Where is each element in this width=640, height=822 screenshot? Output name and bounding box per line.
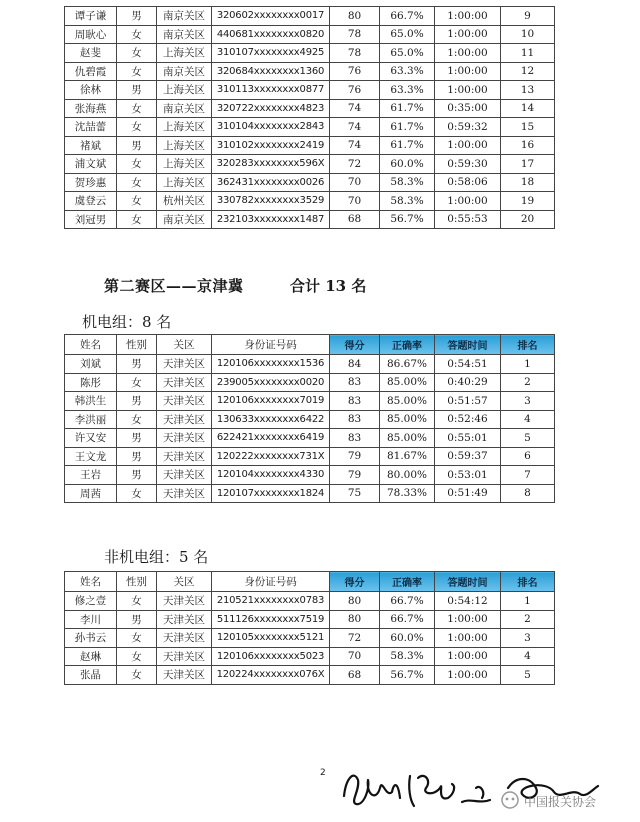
table-row: [65, 210, 555, 229]
cell-id: 120106xxxxxxxx1536: [212, 355, 330, 374]
cell-accuracy: 56.7%: [380, 210, 435, 229]
cell-time: 1:00:00: [435, 44, 501, 63]
cell-accuracy: 81.67%: [380, 447, 435, 466]
table-row: [65, 392, 555, 411]
cell-district: 天津关区: [157, 447, 212, 466]
cell-gender: 男: [117, 355, 157, 374]
header-accuracy: 正确率: [380, 572, 435, 592]
cell-time: 0:35:00: [435, 99, 501, 118]
cell-rank: 17: [501, 155, 555, 174]
cell-id: 210521xxxxxxxx0783: [212, 592, 330, 611]
cell-score: 80: [330, 7, 380, 26]
cell-accuracy: 61.7%: [380, 118, 435, 137]
cell-id: 310113xxxxxxxx0877: [212, 81, 330, 100]
cell-time: 0:59:30: [435, 155, 501, 174]
cell-time: 1:00:00: [435, 192, 501, 211]
cell-district: 上海关区: [157, 136, 212, 155]
cell-accuracy: 80.00%: [380, 466, 435, 485]
cell-time: 1:00:00: [435, 610, 501, 629]
table-row: [65, 155, 555, 174]
table-row: [65, 610, 555, 629]
cell-name: 周耿心: [65, 25, 117, 44]
header-time: 答题时间: [435, 572, 501, 592]
cell-accuracy: 66.7%: [380, 610, 435, 629]
cell-id: 320722xxxxxxxx4823: [212, 99, 330, 118]
cell-district: 天津关区: [157, 355, 212, 374]
cell-id: 362431xxxxxxxx0026: [212, 173, 330, 192]
cell-rank: 5: [501, 666, 555, 685]
cell-accuracy: 66.7%: [380, 7, 435, 26]
cell-rank: 1: [501, 355, 555, 374]
cell-district: 南京关区: [157, 99, 212, 118]
header-name: 姓名: [65, 335, 117, 355]
header-score: 得分: [330, 335, 380, 355]
cell-score: 74: [330, 136, 380, 155]
table-row: [65, 373, 555, 392]
table-header-row: [65, 335, 555, 355]
cell-district: 上海关区: [157, 155, 212, 174]
cell-gender: 男: [117, 429, 157, 448]
cell-gender: 男: [117, 7, 157, 26]
cell-time: 0:58:06: [435, 173, 501, 192]
cell-id: 440681xxxxxxxx0820: [212, 25, 330, 44]
cell-accuracy: 63.3%: [380, 81, 435, 100]
cell-score: 83: [330, 373, 380, 392]
cell-district: 天津关区: [157, 484, 212, 503]
cell-id: 622421xxxxxxxx6419: [212, 429, 330, 448]
cell-rank: 1: [501, 592, 555, 611]
cell-rank: 2: [501, 373, 555, 392]
cell-gender: 女: [117, 155, 157, 174]
cell-accuracy: 61.7%: [380, 99, 435, 118]
cell-score: 76: [330, 62, 380, 81]
cell-rank: 9: [501, 7, 555, 26]
cell-accuracy: 85.00%: [380, 392, 435, 411]
cell-accuracy: 85.00%: [380, 373, 435, 392]
cell-rank: 6: [501, 447, 555, 466]
cell-gender: 男: [117, 392, 157, 411]
cell-rank: 15: [501, 118, 555, 137]
cell-district: 天津关区: [157, 666, 212, 685]
cell-accuracy: 65.0%: [380, 44, 435, 63]
header-district: 关区: [157, 572, 212, 592]
cell-rank: 5: [501, 429, 555, 448]
cell-name: 贺珍惠: [65, 173, 117, 192]
cell-score: 80: [330, 610, 380, 629]
table-row: [65, 466, 555, 485]
cell-accuracy: 85.00%: [380, 410, 435, 429]
table-row: [65, 44, 555, 63]
cell-id: 330782xxxxxxxx3529: [212, 192, 330, 211]
header-score: 得分: [330, 572, 380, 592]
cell-rank: 3: [501, 629, 555, 648]
cell-district: 天津关区: [157, 592, 212, 611]
cell-district: 天津关区: [157, 610, 212, 629]
cell-id: 232103xxxxxxxx1487: [212, 210, 330, 229]
cell-rank: 2: [501, 610, 555, 629]
table-row: [65, 192, 555, 211]
jd-results-table: [64, 334, 555, 503]
watermark-text: 中国报关协会: [524, 795, 597, 809]
cell-district: 天津关区: [157, 647, 212, 666]
cell-time: 1:00:00: [435, 81, 501, 100]
cell-district: 杭州关区: [157, 192, 212, 211]
table-row: [65, 484, 555, 503]
cell-score: 78: [330, 44, 380, 63]
cell-gender: 女: [117, 99, 157, 118]
cell-name: 李洪丽: [65, 410, 117, 429]
table-row: [65, 25, 555, 44]
cell-rank: 18: [501, 173, 555, 192]
cell-gender: 女: [117, 44, 157, 63]
cell-gender: 女: [117, 118, 157, 137]
cell-score: 68: [330, 210, 380, 229]
table-row: [65, 647, 555, 666]
cell-accuracy: 85.00%: [380, 429, 435, 448]
cell-name: 周茜: [65, 484, 117, 503]
fjd-group-label: 非机电组：5 名: [104, 548, 209, 566]
header-id: 身份证号码: [212, 335, 330, 355]
cell-name: 褚斌: [65, 136, 117, 155]
cell-id: 310104xxxxxxxx2843: [212, 118, 330, 137]
table-row: [65, 429, 555, 448]
cell-gender: 男: [117, 610, 157, 629]
header-gender: 性别: [117, 572, 157, 592]
cell-accuracy: 66.7%: [380, 592, 435, 611]
cell-accuracy: 63.3%: [380, 62, 435, 81]
table-row: [65, 592, 555, 611]
cell-id: 120222xxxxxxxx731X: [212, 447, 330, 466]
cell-time: 0:59:32: [435, 118, 501, 137]
cell-id: 130633xxxxxxxx6422: [212, 410, 330, 429]
cell-accuracy: 56.7%: [380, 666, 435, 685]
cell-rank: 19: [501, 192, 555, 211]
cell-name: 刘斌: [65, 355, 117, 374]
cell-district: 天津关区: [157, 429, 212, 448]
table-row: [65, 99, 555, 118]
cell-name: 孙书云: [65, 629, 117, 648]
cell-score: 78: [330, 25, 380, 44]
table-row: [65, 410, 555, 429]
cell-accuracy: 58.3%: [380, 192, 435, 211]
cell-name: 陈彤: [65, 373, 117, 392]
header-id: 身份证号码: [212, 572, 330, 592]
cell-rank: 12: [501, 62, 555, 81]
table-row: [65, 629, 555, 648]
cell-name: 赵琳: [65, 647, 117, 666]
header-rank: 排名: [501, 572, 555, 592]
cell-accuracy: 58.3%: [380, 173, 435, 192]
cell-rank: 10: [501, 25, 555, 44]
cell-name: 王文龙: [65, 447, 117, 466]
cell-district: 上海关区: [157, 44, 212, 63]
cell-accuracy: 78.33%: [380, 484, 435, 503]
table-row: [65, 118, 555, 137]
cell-time: 0:40:29: [435, 373, 501, 392]
cell-name: 仇碧霞: [65, 62, 117, 81]
cell-score: 75: [330, 484, 380, 503]
cell-name: 李川: [65, 610, 117, 629]
cell-district: 南京关区: [157, 210, 212, 229]
cell-time: 1:00:00: [435, 25, 501, 44]
cell-district: 上海关区: [157, 118, 212, 137]
cell-score: 76: [330, 81, 380, 100]
cell-accuracy: 65.0%: [380, 25, 435, 44]
table-row: [65, 81, 555, 100]
jd-group-label: 机电组：8 名: [82, 313, 172, 331]
cell-id: 511126xxxxxxxx7519: [212, 610, 330, 629]
cell-time: 0:54:12: [435, 592, 501, 611]
cell-accuracy: 61.7%: [380, 136, 435, 155]
table-row: [65, 666, 555, 685]
cell-name: 张海燕: [65, 99, 117, 118]
cell-district: 天津关区: [157, 373, 212, 392]
cell-district: 南京关区: [157, 7, 212, 26]
cell-rank: 20: [501, 210, 555, 229]
cell-gender: 女: [117, 484, 157, 503]
cell-score: 84: [330, 355, 380, 374]
cell-district: 南京关区: [157, 25, 212, 44]
cell-name: 浦文斌: [65, 155, 117, 174]
cell-id: 120107xxxxxxxx1824: [212, 484, 330, 503]
cell-gender: 女: [117, 629, 157, 648]
cell-district: 天津关区: [157, 629, 212, 648]
region-heading: 第二赛区——京津冀: [104, 277, 244, 295]
cell-district: 南京关区: [157, 62, 212, 81]
cell-rank: 14: [501, 99, 555, 118]
cell-gender: 男: [117, 136, 157, 155]
cell-score: 79: [330, 447, 380, 466]
cell-name: 王岩: [65, 466, 117, 485]
cell-gender: 男: [117, 447, 157, 466]
cell-name: 修之壹: [65, 592, 117, 611]
header-accuracy: 正确率: [380, 335, 435, 355]
fjd-results-table: [64, 571, 555, 685]
cell-gender: 女: [117, 210, 157, 229]
cell-name: 沈喆蕾: [65, 118, 117, 137]
cell-time: 0:51:57: [435, 392, 501, 411]
cell-rank: 13: [501, 81, 555, 100]
cell-time: 0:52:46: [435, 410, 501, 429]
cell-rank: 8: [501, 484, 555, 503]
cell-time: 1:00:00: [435, 7, 501, 26]
cell-gender: 男: [117, 466, 157, 485]
cell-id: 320283xxxxxxxx596X: [212, 155, 330, 174]
cell-gender: 女: [117, 647, 157, 666]
watermark-logo-icon: [500, 790, 522, 810]
cell-id: 120224xxxxxxxx076X: [212, 666, 330, 685]
cell-score: 72: [330, 155, 380, 174]
cell-id: 310107xxxxxxxx4925: [212, 44, 330, 63]
table-row: [65, 173, 555, 192]
cell-gender: 女: [117, 173, 157, 192]
cell-score: 72: [330, 629, 380, 648]
cell-district: 天津关区: [157, 466, 212, 485]
cell-district: 上海关区: [157, 173, 212, 192]
header-district: 关区: [157, 335, 212, 355]
cell-score: 83: [330, 392, 380, 411]
top-results-table: [64, 6, 555, 229]
table-row: [65, 355, 555, 374]
cell-id: 120104xxxxxxxx4330: [212, 466, 330, 485]
cell-score: 74: [330, 99, 380, 118]
cell-rank: 7: [501, 466, 555, 485]
cell-score: 68: [330, 666, 380, 685]
cell-gender: 女: [117, 192, 157, 211]
cell-rank: 3: [501, 392, 555, 411]
cell-gender: 女: [117, 666, 157, 685]
cell-time: 1:00:00: [435, 647, 501, 666]
cell-id: 120106xxxxxxxx7019: [212, 392, 330, 411]
header-rank: 排名: [501, 335, 555, 355]
page-number: 2: [320, 768, 326, 778]
cell-score: 83: [330, 429, 380, 448]
cell-name: 赵斐: [65, 44, 117, 63]
header-gender: 性别: [117, 335, 157, 355]
cell-name: 徐林: [65, 81, 117, 100]
cell-time: 1:00:00: [435, 629, 501, 648]
cell-score: 74: [330, 118, 380, 137]
cell-gender: 女: [117, 410, 157, 429]
cell-rank: 4: [501, 410, 555, 429]
cell-time: 0:59:37: [435, 447, 501, 466]
cell-score: 70: [330, 173, 380, 192]
cell-time: 1:00:00: [435, 136, 501, 155]
cell-name: 张晶: [65, 666, 117, 685]
cell-name: 韩洪生: [65, 392, 117, 411]
cell-accuracy: 60.0%: [380, 629, 435, 648]
cell-time: 1:00:00: [435, 62, 501, 81]
cell-time: 0:53:01: [435, 466, 501, 485]
cell-time: 0:54:51: [435, 355, 501, 374]
header-name: 姓名: [65, 572, 117, 592]
table-row: [65, 7, 555, 26]
cell-accuracy: 60.0%: [380, 155, 435, 174]
table-header-row: [65, 572, 555, 592]
cell-time: 1:00:00: [435, 666, 501, 685]
cell-score: 83: [330, 410, 380, 429]
cell-gender: 男: [117, 81, 157, 100]
table-row: [65, 447, 555, 466]
cell-name: 许又安: [65, 429, 117, 448]
cell-score: 79: [330, 466, 380, 485]
cell-gender: 女: [117, 373, 157, 392]
table-row: [65, 136, 555, 155]
cell-district: 天津关区: [157, 410, 212, 429]
cell-name: 谭子谦: [65, 7, 117, 26]
cell-gender: 女: [117, 25, 157, 44]
cell-name: 刘冠男: [65, 210, 117, 229]
cell-accuracy: 86.67%: [380, 355, 435, 374]
cell-id: 320684xxxxxxxx1360: [212, 62, 330, 81]
cell-gender: 女: [117, 592, 157, 611]
cell-rank: 11: [501, 44, 555, 63]
region-total: 合计 13 名: [290, 277, 367, 295]
cell-score: 80: [330, 592, 380, 611]
cell-rank: 16: [501, 136, 555, 155]
cell-score: 70: [330, 647, 380, 666]
cell-score: 70: [330, 192, 380, 211]
cell-id: 120106xxxxxxxx5023: [212, 647, 330, 666]
cell-id: 120105xxxxxxxx5121: [212, 629, 330, 648]
cell-gender: 女: [117, 62, 157, 81]
cell-id: 320602xxxxxxxx0017: [212, 7, 330, 26]
cell-district: 天津关区: [157, 392, 212, 411]
cell-id: 239005xxxxxxxx0020: [212, 373, 330, 392]
cell-time: 0:51:49: [435, 484, 501, 503]
cell-accuracy: 58.3%: [380, 647, 435, 666]
cell-time: 0:55:01: [435, 429, 501, 448]
cell-id: 310102xxxxxxxx2419: [212, 136, 330, 155]
cell-district: 上海关区: [157, 81, 212, 100]
cell-time: 0:55:53: [435, 210, 501, 229]
header-time: 答题时间: [435, 335, 501, 355]
table-row: [65, 62, 555, 81]
cell-rank: 4: [501, 647, 555, 666]
cell-name: 虞登云: [65, 192, 117, 211]
